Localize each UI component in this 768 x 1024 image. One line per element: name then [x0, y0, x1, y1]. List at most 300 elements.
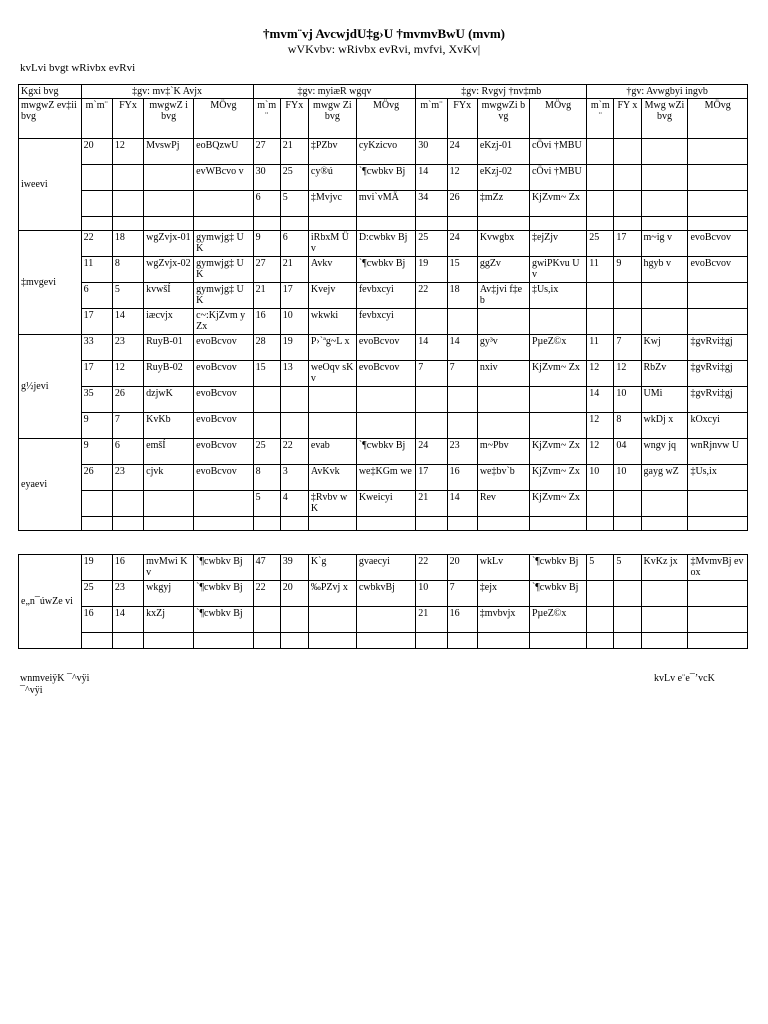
table-cell: 6 — [112, 439, 143, 465]
table-cell — [194, 191, 253, 217]
table-cell — [641, 165, 688, 191]
table-cell: 15 — [253, 361, 280, 387]
table-cell: ggZv — [477, 257, 529, 283]
table-cell: 16 — [447, 607, 477, 633]
table-cell: mvi`vMÄ — [356, 191, 415, 217]
table-cell — [416, 387, 447, 413]
table-cell — [81, 165, 112, 191]
table-cell — [614, 607, 641, 633]
table-cell — [144, 217, 194, 231]
column-header: Mwg wZi bvg — [641, 99, 688, 139]
table-cell — [112, 191, 143, 217]
table-row — [19, 165, 748, 191]
table-row — [19, 283, 748, 309]
table-cell: gymwjg‡ UK — [194, 231, 253, 257]
table-cell: cjvk — [144, 465, 194, 491]
table-cell: 18 — [447, 283, 477, 309]
table-cell — [194, 491, 253, 517]
column-header: MÖvg — [194, 99, 253, 139]
table-cell: 8 — [112, 257, 143, 283]
table-cell — [253, 607, 280, 633]
header-row-columns — [19, 99, 748, 139]
table-cell: 12 — [587, 413, 614, 439]
table-cell — [641, 607, 688, 633]
table-cell: 34 — [416, 191, 447, 217]
table-cell: D:cwbkv Bj — [356, 231, 415, 257]
table-cell: 11 — [587, 335, 614, 361]
table-cell: 26 — [112, 387, 143, 413]
table-cell — [253, 387, 280, 413]
table-row — [19, 555, 748, 581]
table-cell — [81, 517, 112, 531]
table-cell: 4 — [280, 491, 308, 517]
table-cell — [447, 413, 477, 439]
table-cell — [144, 491, 194, 517]
table-cell: 7 — [614, 335, 641, 361]
table-cell — [529, 217, 586, 231]
table-cell — [587, 517, 614, 531]
table-cell — [308, 633, 356, 649]
table-cell: 16 — [81, 607, 112, 633]
table-cell: 12 — [447, 165, 477, 191]
table-row — [19, 387, 748, 413]
table-cell — [81, 191, 112, 217]
table-cell: 27 — [253, 257, 280, 283]
table-row — [19, 581, 748, 607]
table-cell — [416, 309, 447, 335]
table-cell: evoBcvov — [688, 231, 748, 257]
table-row — [19, 439, 748, 465]
table-cell: 17 — [614, 231, 641, 257]
table-cell — [641, 309, 688, 335]
table-row — [19, 217, 748, 231]
page-title: †mvm¨vj AvcwjdU‡g›U †mvmvBwU (mvm) — [262, 26, 506, 41]
table-cell: PµeZ©x — [529, 335, 586, 361]
day-column-header: mwgwZ ev‡ii bvg — [19, 99, 82, 139]
table-cell — [356, 633, 415, 649]
table-cell: hgyb v — [641, 257, 688, 283]
table-cell — [614, 165, 641, 191]
day-label: g½jevi — [19, 335, 82, 439]
table-cell: K`g — [308, 555, 356, 581]
table-cell: 18 — [112, 231, 143, 257]
table-cell: 14 — [587, 387, 614, 413]
table-cell: 14 — [416, 165, 447, 191]
officer-header: †gv: Avwgbyi ingvb — [587, 85, 748, 99]
table-cell: MvswPj — [144, 139, 194, 165]
table-cell: gy³v — [477, 335, 529, 361]
table-cell: evoBcvov — [194, 387, 253, 413]
branch-manager-signature: kvLv e¨e¯’vcK — [654, 673, 715, 684]
table-cell: RbZv — [641, 361, 688, 387]
table-cell — [447, 309, 477, 335]
table-cell: 14 — [112, 607, 143, 633]
table-cell — [112, 217, 143, 231]
table-cell — [253, 517, 280, 531]
table-cell: RuyB-02 — [144, 361, 194, 387]
table-cell — [641, 283, 688, 309]
column-header: MÖvg — [356, 99, 415, 139]
table-cell: cÖvi †MBU — [529, 139, 586, 165]
table-cell: 9 — [81, 439, 112, 465]
table-cell — [253, 633, 280, 649]
table-cell: 19 — [416, 257, 447, 283]
officer-header: ‡gv: mv‡`K Avjx — [81, 85, 253, 99]
table-cell: 5 — [280, 191, 308, 217]
table-cell — [477, 517, 529, 531]
table-cell — [641, 217, 688, 231]
table-cell: emšÍ — [144, 439, 194, 465]
table-cell — [280, 413, 308, 439]
table-row — [19, 633, 748, 649]
table-cell — [587, 283, 614, 309]
table-cell — [144, 191, 194, 217]
table-cell: eKzj-01 — [477, 139, 529, 165]
table-cell: gvaecyi — [356, 555, 415, 581]
table-cell — [477, 633, 529, 649]
table-cell: KjZvm~ Zx — [529, 491, 586, 517]
column-header: FY x — [614, 99, 641, 139]
table-cell: cy®ú — [308, 165, 356, 191]
table-cell: 12 — [112, 139, 143, 165]
table-cell: m~Pbv — [477, 439, 529, 465]
table-cell: iRbxM Üv — [308, 231, 356, 257]
table-cell: 9 — [614, 257, 641, 283]
table-cell — [688, 283, 748, 309]
table-cell — [529, 517, 586, 531]
table-cell: gymwjg‡ UK — [194, 257, 253, 283]
table-cell: 23 — [447, 439, 477, 465]
table-cell: 23 — [112, 465, 143, 491]
table-cell: we‡KGm we — [356, 465, 415, 491]
table-cell — [447, 633, 477, 649]
table-cell: 04 — [614, 439, 641, 465]
table-cell: Kvejv — [308, 283, 356, 309]
table-cell — [614, 191, 641, 217]
table-cell — [614, 309, 641, 335]
table-cell — [308, 387, 356, 413]
table-cell: 21 — [280, 139, 308, 165]
column-header: MÖvg — [529, 99, 586, 139]
day-label: e„n¯úwZe vi — [19, 555, 82, 649]
table-cell: 24 — [416, 439, 447, 465]
officer-header: ‡gv: Rvgvj †nv‡mb — [416, 85, 587, 99]
table-cell — [356, 387, 415, 413]
table-cell: gymwjg‡ UK — [194, 283, 253, 309]
table-cell — [356, 607, 415, 633]
table-cell: 26 — [447, 191, 477, 217]
table-cell: cÖvi †MBU — [529, 165, 586, 191]
table-cell — [614, 217, 641, 231]
day-label: eyaevi — [19, 439, 82, 531]
table-cell — [144, 517, 194, 531]
table-cell: wgZvjx-01 — [144, 231, 194, 257]
table-cell: 7 — [447, 361, 477, 387]
table-cell: 19 — [280, 335, 308, 361]
table-cell — [688, 309, 748, 335]
table-cell: 21 — [416, 607, 447, 633]
table-cell: ‡mvbvjx — [477, 607, 529, 633]
column-header: m`m¨ — [81, 99, 112, 139]
table-cell — [253, 217, 280, 231]
table-cell — [587, 309, 614, 335]
table-cell: fevbxcyi — [356, 309, 415, 335]
table-cell: 17 — [81, 361, 112, 387]
table-cell — [280, 387, 308, 413]
table-cell: eoBQzwU — [194, 139, 253, 165]
table-cell — [112, 633, 143, 649]
table-cell: ‡Mvjvc — [308, 191, 356, 217]
table-cell: evoBcvov — [194, 361, 253, 387]
table-cell: 12 — [587, 439, 614, 465]
table-cell — [416, 217, 447, 231]
table-cell: 21 — [416, 491, 447, 517]
table-cell: wkwki — [308, 309, 356, 335]
table-cell: wkLv — [477, 555, 529, 581]
accountant-signature — [20, 673, 89, 697]
table-cell: 9 — [81, 413, 112, 439]
table-cell — [688, 191, 748, 217]
table-cell: `¶cwbkv Bj — [194, 581, 253, 607]
table-cell — [308, 517, 356, 531]
table-cell: gwiPKvu Uv — [529, 257, 586, 283]
table-cell: 12 — [587, 361, 614, 387]
table-cell — [447, 217, 477, 231]
table-cell: 7 — [112, 413, 143, 439]
table-cell — [614, 581, 641, 607]
table-cell: 5 — [253, 491, 280, 517]
table-cell: 6 — [280, 231, 308, 257]
table-cell: 17 — [416, 465, 447, 491]
table-cell: 5 — [112, 283, 143, 309]
table-cell: weOqv sKv — [308, 361, 356, 387]
table-cell: Av‡jvi f‡eb — [477, 283, 529, 309]
table-row — [19, 231, 748, 257]
table-cell — [529, 387, 586, 413]
table-cell — [280, 517, 308, 531]
table-cell: 19 — [81, 555, 112, 581]
table-cell: 28 — [253, 335, 280, 361]
table-cell: 30 — [253, 165, 280, 191]
table-cell: we‡bv`b — [477, 465, 529, 491]
table-cell — [614, 283, 641, 309]
table-cell: RuyB-01 — [144, 335, 194, 361]
table-cell — [356, 413, 415, 439]
table-cell: ‡gvRvi‡gj — [688, 335, 748, 361]
table-cell: 39 — [280, 555, 308, 581]
table-cell: 25 — [253, 439, 280, 465]
table-cell: P›`ªg~L x — [308, 335, 356, 361]
table-cell: mvMwi Kv — [144, 555, 194, 581]
table-cell — [688, 165, 748, 191]
table-cell: KvKb — [144, 413, 194, 439]
table-cell: KvKz jx — [641, 555, 688, 581]
table-cell — [614, 139, 641, 165]
table-cell: 12 — [614, 361, 641, 387]
column-header: mwgw Zi bvg — [308, 99, 356, 139]
table-cell: 10 — [587, 465, 614, 491]
column-header: FYx — [280, 99, 308, 139]
table-cell: wkDj x — [641, 413, 688, 439]
table-cell: 25 — [587, 231, 614, 257]
table-cell — [641, 581, 688, 607]
table-cell: 23 — [112, 335, 143, 361]
table-cell: 21 — [280, 257, 308, 283]
page-subtitle: wVKvbv: wRivbx evRvi, mvfvi, XvKv| — [287, 42, 481, 56]
table-cell: 3 — [280, 465, 308, 491]
table-cell: `¶cwbkv Bj — [194, 555, 253, 581]
table-cell — [280, 633, 308, 649]
branch-name: kvLvi bvgt wRivbx evRvi — [20, 62, 136, 74]
table-cell — [688, 139, 748, 165]
table-row — [19, 139, 748, 165]
table-cell: KjZvm~ Zx — [529, 361, 586, 387]
table-cell — [614, 491, 641, 517]
signature-label: ¯^vÿi — [20, 685, 43, 696]
table-cell: 10 — [280, 309, 308, 335]
table-cell: fevbxcyi — [356, 283, 415, 309]
day-label: ‡mvgevi — [19, 231, 82, 335]
table-cell — [194, 633, 253, 649]
table-cell — [529, 413, 586, 439]
table-cell: 25 — [81, 581, 112, 607]
table-cell — [614, 517, 641, 531]
table-row — [19, 309, 748, 335]
table-cell: 47 — [253, 555, 280, 581]
table-cell — [688, 607, 748, 633]
table-cell: 17 — [81, 309, 112, 335]
table-cell — [688, 517, 748, 531]
table-cell — [587, 491, 614, 517]
table-cell: Kwj — [641, 335, 688, 361]
table-cell: iæcvjx — [144, 309, 194, 335]
table-row — [19, 413, 748, 439]
table-cell: KjZvm~ Zx — [529, 465, 586, 491]
table-cell: 23 — [112, 581, 143, 607]
table-cell: 20 — [280, 581, 308, 607]
table-cell — [477, 413, 529, 439]
table-cell — [587, 633, 614, 649]
table-cell: 22 — [81, 231, 112, 257]
table-cell — [416, 413, 447, 439]
table-cell — [280, 217, 308, 231]
table-cell: 26 — [81, 465, 112, 491]
table-cell: ‡MvmvBj evox — [688, 555, 748, 581]
table-cell — [356, 217, 415, 231]
table-cell: ‡Rvbv wK — [308, 491, 356, 517]
table-cell: 24 — [447, 231, 477, 257]
table-row — [19, 491, 748, 517]
table-cell: ‡gvRvi‡gj — [688, 361, 748, 387]
table-cell: Avkv — [308, 257, 356, 283]
table-cell: 21 — [253, 283, 280, 309]
table-cell: Rev — [477, 491, 529, 517]
table-cell — [688, 491, 748, 517]
table-row — [19, 465, 748, 491]
table-cell: eKzj-02 — [477, 165, 529, 191]
table-row — [19, 257, 748, 283]
table-cell — [641, 191, 688, 217]
column-header: m`m¨ — [253, 99, 280, 139]
table-cell — [81, 491, 112, 517]
table-cell — [308, 217, 356, 231]
table-cell — [144, 633, 194, 649]
table-cell: 25 — [416, 231, 447, 257]
table-cell: 5 — [587, 555, 614, 581]
table-cell: 20 — [447, 555, 477, 581]
table-cell — [587, 607, 614, 633]
table-cell: 17 — [280, 283, 308, 309]
table-row — [19, 517, 748, 531]
table-cell: `¶cwbkv Bj — [529, 555, 586, 581]
table-cell — [587, 217, 614, 231]
table-cell: 10 — [416, 581, 447, 607]
table-cell: dzjwK — [144, 387, 194, 413]
table-cell: AvKvk — [308, 465, 356, 491]
table-cell: evoBcvov — [194, 439, 253, 465]
table-cell: PµeZ©x — [529, 607, 586, 633]
table-cell: KjZvm~ Zx — [529, 191, 586, 217]
table-cell: 14 — [447, 491, 477, 517]
table-cell: 22 — [280, 439, 308, 465]
table-cell — [144, 165, 194, 191]
table-cell: nxiv — [477, 361, 529, 387]
table-cell: kxZj — [144, 607, 194, 633]
schedule-table — [18, 84, 748, 531]
column-header: FYx — [112, 99, 143, 139]
table-cell — [641, 491, 688, 517]
table-cell: 12 — [112, 361, 143, 387]
table-cell: 16 — [447, 465, 477, 491]
table-cell — [253, 413, 280, 439]
table-cell — [416, 633, 447, 649]
table-cell — [477, 217, 529, 231]
table-cell — [81, 633, 112, 649]
table-cell: 22 — [416, 283, 447, 309]
table-cell — [280, 607, 308, 633]
table-cell: Kvwgbx — [477, 231, 529, 257]
table-cell: wnRjnvw U — [688, 439, 748, 465]
table-cell: evoBcvov — [194, 335, 253, 361]
table-cell: `¶cwbkv Bj — [356, 165, 415, 191]
table-cell: ‡gvRvi‡gj — [688, 387, 748, 413]
table-cell — [529, 633, 586, 649]
table-cell: evab — [308, 439, 356, 465]
table-cell: 14 — [112, 309, 143, 335]
table-cell: 7 — [416, 361, 447, 387]
table-cell: 15 — [447, 257, 477, 283]
table-cell: 8 — [614, 413, 641, 439]
table-cell: 8 — [253, 465, 280, 491]
table-cell — [641, 517, 688, 531]
day-label: iweevi — [19, 139, 82, 231]
table-cell — [194, 217, 253, 231]
table-cell: 6 — [81, 283, 112, 309]
table-cell: ‡PZbv — [308, 139, 356, 165]
table-cell: wgZvjx-02 — [144, 257, 194, 283]
table-cell — [614, 633, 641, 649]
column-header: mwgwZi bvg — [477, 99, 529, 139]
table-cell: cyKzicvo — [356, 139, 415, 165]
table-cell: ‡mZz — [477, 191, 529, 217]
table-cell: cwbkvBj — [356, 581, 415, 607]
table-cell: wkgyj — [144, 581, 194, 607]
table-cell — [641, 633, 688, 649]
table-cell: 11 — [81, 257, 112, 283]
table-cell — [688, 633, 748, 649]
column-header: m`m¨ — [416, 99, 447, 139]
table-cell: 10 — [614, 465, 641, 491]
